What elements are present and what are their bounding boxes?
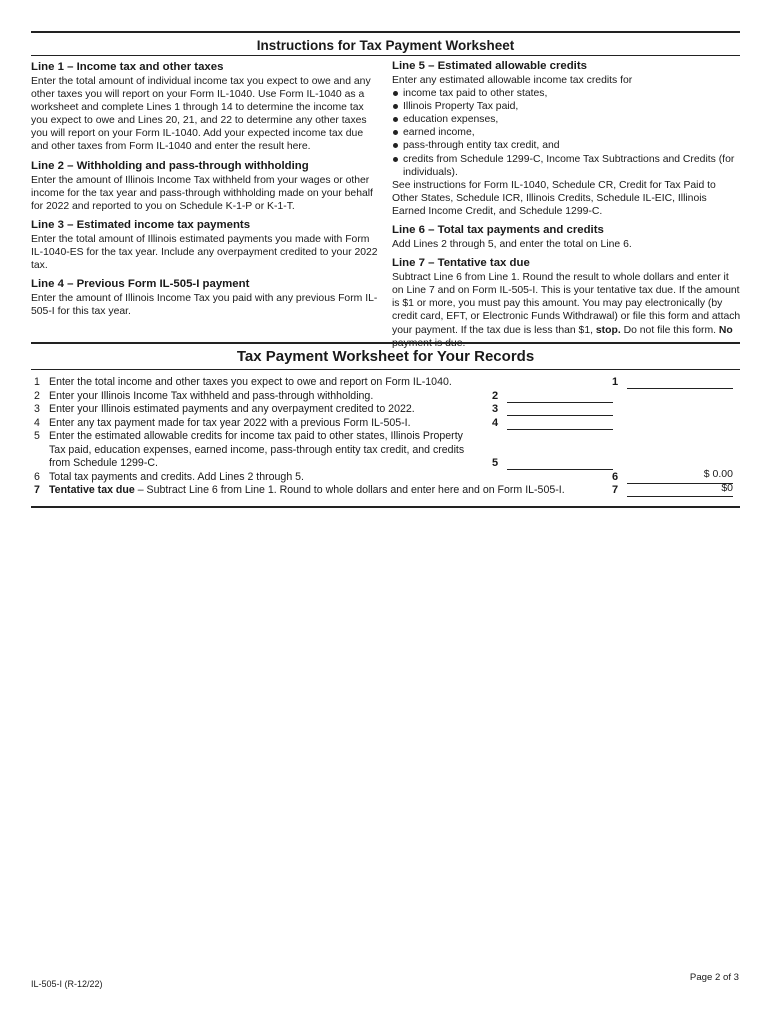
- line7-stop: stop.: [595, 324, 621, 336]
- line3-body: Enter the total amount of Illinois estimated payments you made with Form IL-1040-ES for the tax year. Include any overpayment credited to your 2022 tax.: [31, 233, 378, 272]
- line4-body: Enter the amount of Illinois Income Tax you paid with any previous Form IL-505-I for this tax year.: [31, 293, 378, 318]
- row-number: 6: [34, 470, 40, 483]
- row-text: Enter the estimated allowable credits for income tax paid to other states, Illinois Property: [49, 430, 463, 442]
- list-item: credits from Schedule 1299-C, Income Tax Subtractions and Credits (for individuals).: [392, 153, 742, 179]
- worksheet-row-4: [31, 417, 740, 431]
- line1-amount-field[interactable]: [627, 376, 733, 389]
- line-box-label: 7: [612, 484, 619, 496]
- row-text: Enter any tax payment made for tax year 2022 with a previous Form IL-505-I.: [49, 416, 411, 429]
- line1-body: Enter the total amount of individual income tax you expect to owe and any other taxes you will report on your Form IL-1040. Use Form IL-1040 as a worksheet and complete Lines 1 through 14 to determine the income tax you expect to owe and Lines 20, 21, and 22 to determine any other taxes you will report on your Form IL-1040. Add your expected income tax due and other taxes from Form IL-1040 and enter the result here.: [31, 76, 371, 153]
- worksheet-top-rule: [31, 342, 740, 344]
- worksheet-bottom-rule: [31, 506, 740, 508]
- line2-body: Enter the amount of Illinois Income Tax withheld from your wages or other income for the tax year and pass-through withholding made on your behalf for 2022 and reported to you on Schedule K-1-P or K-1-T.: [31, 174, 373, 212]
- row-text: Enter the total income and other taxes you expect to owe and report on Form IL-1040.: [49, 376, 452, 388]
- list-item: education expenses,: [392, 113, 742, 126]
- row-number: 5: [34, 430, 40, 442]
- line1-heading: Line 1 – Income tax and other taxes: [31, 61, 224, 73]
- list-item: pass-through entity tax credit, and: [392, 139, 742, 152]
- line5-after: See instructions for Form IL-1040, Schedule CR, Credit for Tax Paid to Other States, Schedule ICR, Illinois Credits, Schedule IL-EIC, Illinois Earned Income Credit, and Schedule 1299-C.: [392, 179, 716, 217]
- line-box-label: 1: [612, 376, 619, 388]
- instructions-title: Instructions for Tax Payment Worksheet: [256, 38, 515, 53]
- line4-heading: Line 4 – Previous Form IL-505-I payment: [31, 278, 250, 291]
- row-text: [49, 484, 565, 498]
- field-value: $0: [721, 481, 733, 494]
- line5-credit-list: [392, 87, 742, 179]
- line-box-label: 2: [492, 389, 499, 402]
- row-number: 7: [34, 484, 40, 496]
- list-item: income tax paid to other states,: [392, 87, 742, 100]
- row-number: 3: [34, 403, 40, 415]
- line2-heading: Line 2 – Withholding and pass-through withholding: [31, 159, 309, 172]
- worksheet: [31, 376, 740, 498]
- top-rule: [31, 31, 740, 33]
- row-number: 2: [34, 389, 40, 402]
- row-text: Tax paid, education expenses, earned income, pass-through entity tax credit, and credits: [49, 443, 465, 456]
- line6-body: Add Lines 2 through 5, and enter the total on Line 6.: [392, 239, 632, 251]
- row-text: from Schedule 1299-C.: [49, 457, 158, 469]
- line3-heading: Line 3 – Estimated income tax payments: [31, 218, 251, 231]
- line7-amount-field[interactable]: [627, 481, 733, 497]
- instructions-title-rule: [31, 55, 740, 56]
- row-label-bold: Tentative tax due: [49, 484, 135, 496]
- form-id: IL-505-I (R-12/22): [31, 979, 103, 989]
- line5-heading: Line 5 – Estimated allowable credits: [392, 60, 587, 72]
- worksheet-row-5-cont: [31, 457, 740, 471]
- row-label-rest: – Subtract Line 6 from Line 1. Round to whole dollars and enter here and on Form IL-505-I.: [134, 484, 565, 496]
- line6-heading: Line 6 – Total tax payments and credits: [392, 224, 604, 237]
- line2-amount-field[interactable]: [507, 390, 613, 403]
- row-number: 1: [34, 376, 40, 388]
- worksheet-row-3: [31, 403, 740, 417]
- worksheet-title: Tax Payment Worksheet for Your Records: [236, 348, 535, 365]
- worksheet-row-2: [31, 390, 740, 404]
- line4-amount-field[interactable]: [507, 417, 613, 430]
- line7-body-a: Subtract Line 6 from Line 1. Round the result to whole dollars and enter it on Line 7 and on Form IL-505-I. This is your tentative tax due. If the amount is $1 or more, you must pay this amount. You may pay electronically (by credit card, EFT, or Electronic Funds Withdrawal) or file this form and attach your payment. If the tax due is less than $1,: [392, 272, 741, 336]
- worksheet-row-5-cont: [31, 444, 740, 458]
- instructions-left-column: [31, 60, 381, 318]
- list-item: Illinois Property Tax paid,: [392, 100, 742, 113]
- list-item: earned income,: [392, 126, 742, 139]
- worksheet-row-5: [31, 430, 740, 444]
- line-box-label: 4: [492, 416, 499, 429]
- line3-amount-field[interactable]: [507, 403, 613, 416]
- worksheet-title-rule: [31, 369, 740, 370]
- line-box-label: 3: [492, 403, 499, 415]
- line-box-label: 6: [612, 470, 619, 483]
- row-number: 4: [34, 416, 40, 429]
- worksheet-row-6: [31, 468, 740, 485]
- row-text: Total tax payments and credits. Add Lines 2 through 5.: [49, 470, 304, 483]
- worksheet-row-1: [31, 376, 740, 390]
- row-text: Enter your Illinois Income Tax withheld and pass-through withholding.: [49, 389, 374, 402]
- line7-no: No: [718, 324, 733, 336]
- line5-amount-field[interactable]: [507, 457, 613, 470]
- line7-heading: Line 7 – Tentative tax due: [392, 257, 530, 270]
- line7-body: [392, 271, 742, 350]
- page-number: Page 2 of 3: [689, 972, 739, 983]
- line6-amount-field[interactable]: [627, 468, 733, 484]
- line7-body-b: Do not file this form.: [620, 324, 719, 336]
- instructions-right-column: [392, 59, 742, 350]
- field-value: $ 0.00: [703, 468, 733, 480]
- row-text: Enter your Illinois estimated payments and any overpayment credited to 2022.: [49, 403, 415, 415]
- line5-intro: Enter any estimated allowable income tax credits for: [392, 75, 633, 86]
- worksheet-row-7: [31, 481, 740, 498]
- line-box-label: 5: [492, 457, 499, 469]
